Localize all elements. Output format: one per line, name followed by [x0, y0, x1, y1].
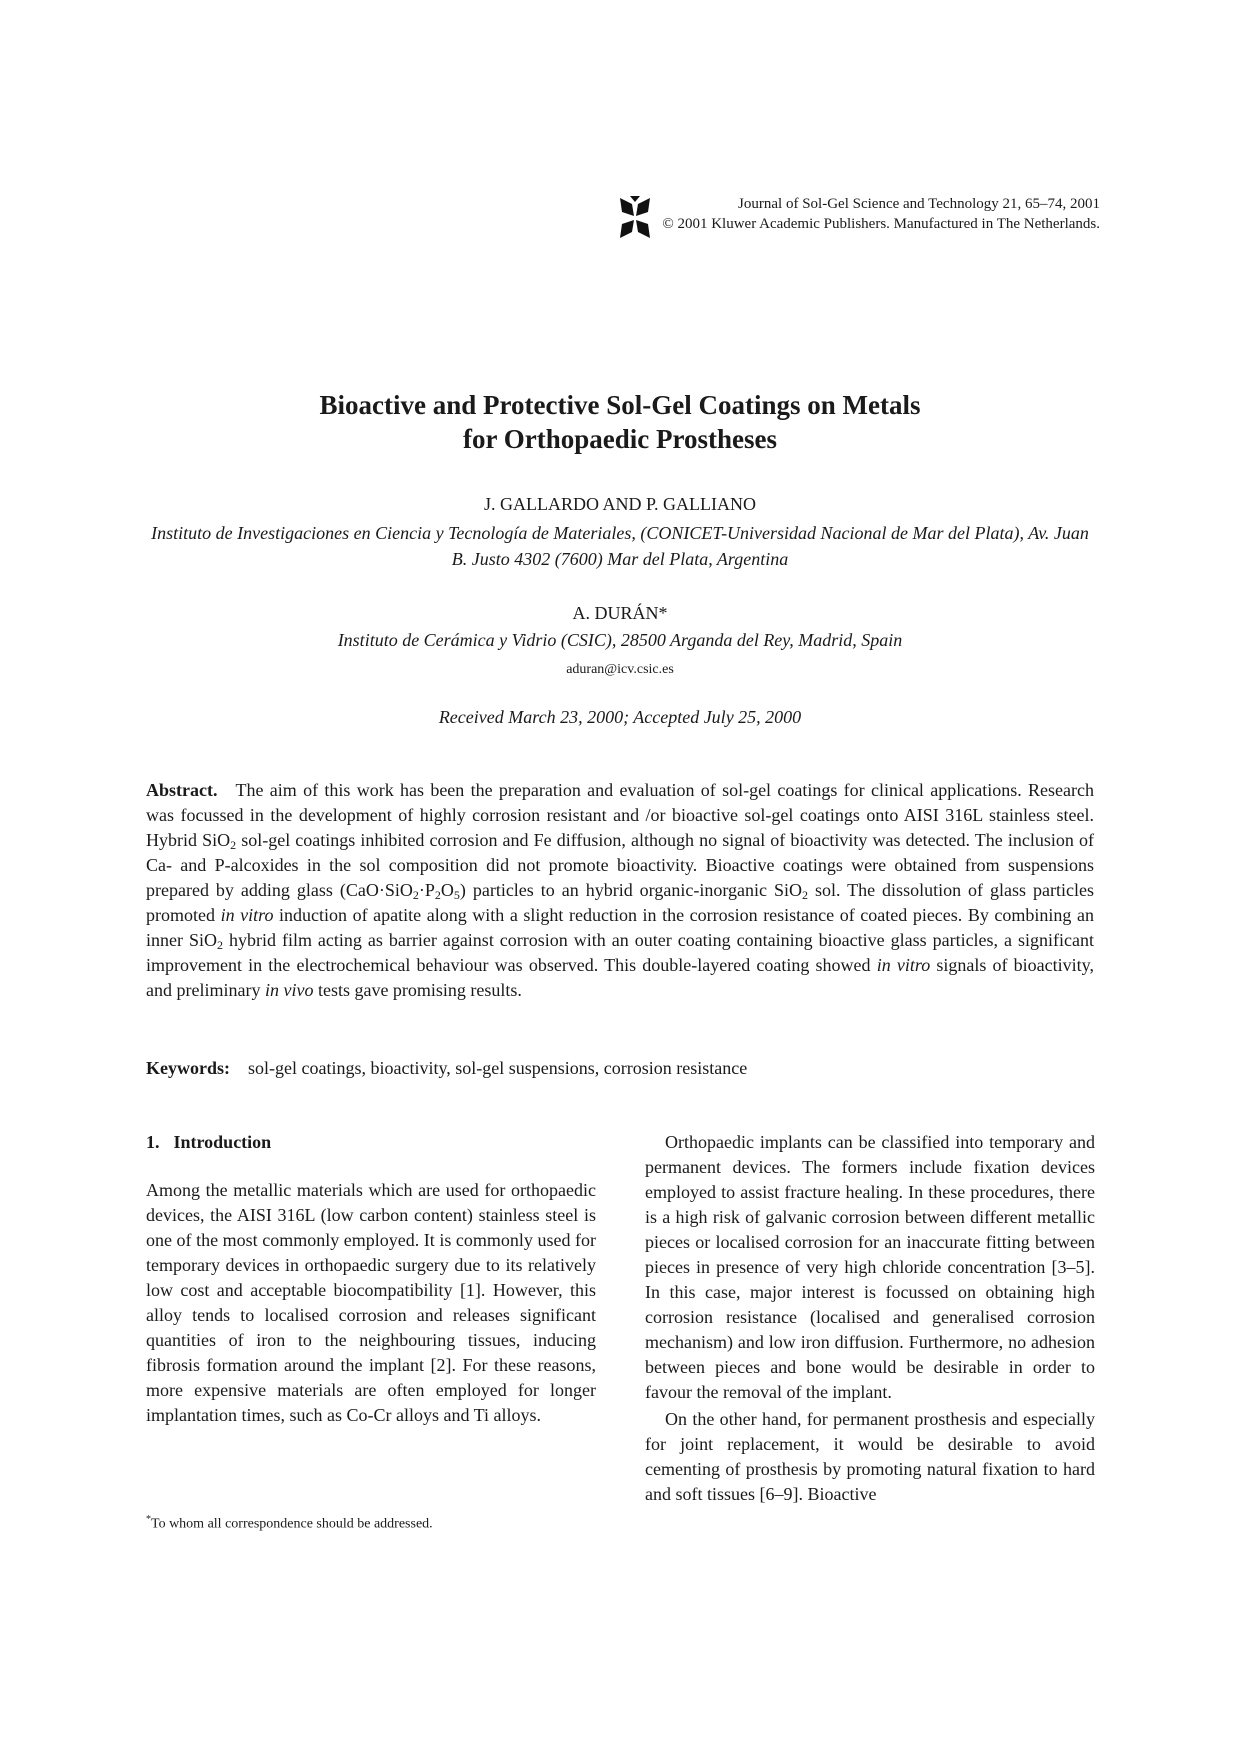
- abstract-text-8: hybrid film acting as barrier against corrosion with an outer coating containing bioactive glass particles, a significant improvement in the electrochemical behaviour was observed. This double-layered coating showed: [146, 930, 1094, 975]
- abstract-text-2: sol-gel coatings inhibited corrosion and Fe diffusion, although no signal of bioactivity was detected. The inclusion of Ca- and P-alcoxides in the sol composition did not promote bioactivity. Bioactive coatings were obtained from suspensions prepared by adding glass (CaO·SiO: [146, 830, 1094, 900]
- authors-group-2: A. DURÁN*: [572, 603, 668, 623]
- footnote-text: To whom all correspondence should be addressed.: [151, 1516, 433, 1532]
- abstract-text-10: tests gave promising results.: [313, 980, 522, 1000]
- title-line-1: Bioactive and Protective Sol-Gel Coatings on Metals: [319, 390, 921, 420]
- abstract-text-9: signals of bioactivity, and preliminary: [146, 955, 1094, 1000]
- affiliation-2: Instituto de Cerámica y Vidrio (CSIC), 28500 Arganda del Rey, Madrid, Spain: [337, 630, 903, 650]
- intro-paragraph-3: On the other hand, for permanent prosthesis and especially for joint replacement, it would be desirable to avoid cementing of prosthesis by promoting natural fixation to hard and soft tissues [6–9]. Bioactive: [645, 1409, 1095, 1504]
- subscript-2: 2: [412, 888, 419, 902]
- journal-line-1: Journal of Sol-Gel Science and Technology 21, 65–74, 2001: [738, 196, 1100, 212]
- intro-paragraph-2: Orthopaedic implants can be classified into temporary and permanent devices. The formers include fixation devices employed to assist fracture healing. In these procedures, there is a high risk of galvanic corrosion between different metallic pieces or localised corrosion for an inaccurate fitting between pieces in presence of very high chloride concentration [3–5]. In this case, major interest is focussed on obtaining high corrosion resistance (localised and generalised corrosion mechanism) and low iron diffusion. Furthermore, no adhesion between pieces and bone would be desirable in order to favour the removal of the implant.: [645, 1132, 1095, 1402]
- received-accepted-dates: Received March 23, 2000; Accepted July 25, 2000: [438, 707, 802, 727]
- footnote: [146, 1514, 596, 1533]
- section-heading: [146, 1130, 596, 1155]
- keywords: [146, 1058, 1094, 1079]
- abstract-text-7: induction of apatite along with a slight reduction in the corrosion resistance of coated pieces. By combining an inner SiO: [146, 905, 1094, 950]
- left-column: [146, 1130, 596, 1428]
- in-vitro-term: in vitro: [220, 905, 274, 925]
- keywords-text: sol-gel coatings, bioactivity, sol-gel suspensions, corrosion resistance: [248, 1058, 748, 1078]
- abstract-text-1: The aim of this work has been the preparation and evaluation of sol-gel coatings for clinical applications. Research was focussed in the development of highly corrosion resistant and /or bioactive sol-gel coatings onto AISI 316L stainless steel. Hybrid SiO: [146, 780, 1094, 850]
- abstract: [146, 778, 1094, 1003]
- title-line-2: for Orthopaedic Prostheses: [463, 424, 777, 454]
- section-title: Introduction: [173, 1132, 272, 1152]
- author-email: aduran@icv.csic.es: [566, 662, 674, 677]
- subscript-2: 2: [216, 938, 223, 952]
- footnote-mark: *: [146, 1514, 151, 1525]
- abstract-text-3: ·P: [418, 880, 435, 900]
- subscript-2: 2: [801, 888, 808, 902]
- abstract-text-5: ) particles to an hybrid organic-inorganic SiO: [459, 880, 802, 900]
- keywords-label: Keywords:: [146, 1058, 230, 1078]
- abstract-text-4: O: [440, 880, 454, 900]
- journal-line-2: © 2001 Kluwer Academic Publishers. Manufactured in The Netherlands.: [662, 216, 1100, 232]
- in-vivo-term: in vivo: [264, 980, 314, 1000]
- right-column: [645, 1130, 1095, 1507]
- authors-group-1: J. GALLARDO AND P. GALLIANO: [484, 494, 756, 514]
- affiliation-1: Instituto de Investigaciones en Ciencia y Tecnología de Materiales, (CONICET-Universidad Nacional de Mar del Plata), Av. Juan B. Justo 4302 (7600) Mar del Plata, Argentina: [151, 523, 1089, 569]
- abstract-label: Abstract.: [146, 780, 218, 800]
- section-number: 1.: [146, 1132, 160, 1152]
- abstract-text-6: sol. The dissolution of glass particles promoted: [146, 880, 1094, 925]
- journal-citation: [662, 194, 1100, 234]
- in-vitro-term: in vitro: [876, 955, 931, 975]
- subscript-2: 2: [230, 838, 237, 852]
- subscript-2: 2: [434, 888, 441, 902]
- subscript-5: 5: [453, 888, 460, 902]
- paper-title: [146, 388, 1094, 456]
- intro-paragraph-1: Among the metallic materials which are used for orthopaedic devices, the AISI 316L (low carbon content) stainless steel is one of the most commonly employed. It is commonly used for temporary devices in orthopaedic surgery due to its relatively low cost and acceptable biocompatibility [1]. However, this alloy tends to localised corrosion and releases significant quantities of iron to the neighbouring tissues, inducing fibrosis formation around the implant [2]. For these reasons, more expensive materials are often employed for longer implantation times, such as Co-Cr alloys and Ti alloys.: [146, 1180, 596, 1425]
- publisher-logo-icon: [616, 194, 654, 242]
- journal-header: [560, 194, 1100, 242]
